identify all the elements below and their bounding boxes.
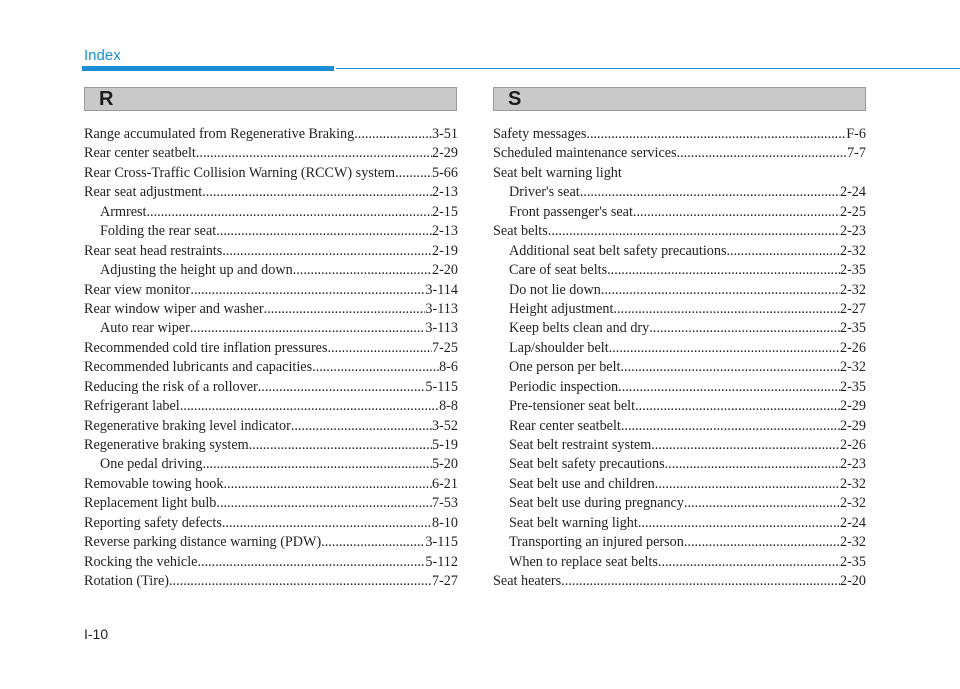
index-entry bbox=[493, 319, 866, 338]
index-entry bbox=[84, 261, 458, 280]
index-entry-leader bbox=[638, 514, 840, 533]
index-entry bbox=[84, 281, 458, 300]
index-entry-term: Replacement light bulb bbox=[84, 495, 217, 512]
index-entry-leader bbox=[291, 417, 432, 436]
index-entry-term: One pedal driving bbox=[100, 456, 203, 473]
index-entry bbox=[84, 553, 458, 572]
index-entry-page: 5-115 bbox=[425, 378, 458, 395]
section-letter-s: S bbox=[493, 87, 866, 111]
index-entry-page: 2-35 bbox=[839, 320, 866, 337]
index-entry-leader bbox=[586, 125, 846, 144]
index-entry bbox=[493, 339, 866, 358]
index-entry-term: Range accumulated from Regenerative Braking bbox=[84, 126, 355, 142]
index-entry-page: 3-114 bbox=[425, 281, 458, 298]
index-entry-term: Removable towing hook bbox=[84, 475, 224, 492]
index-entry-term: Armrest bbox=[100, 203, 147, 220]
index-entry bbox=[84, 242, 458, 261]
index-entry bbox=[84, 183, 458, 202]
index-entry-term: Seat belt use and children bbox=[509, 475, 655, 492]
index-entry-page: 2-27 bbox=[839, 300, 866, 317]
index-entry-page: 2-32 bbox=[839, 242, 866, 259]
index-entry bbox=[493, 514, 866, 533]
index-entry-page: 2-24 bbox=[839, 514, 866, 531]
index-entry bbox=[84, 417, 458, 436]
index-entry-term: Rotation (Tire) bbox=[84, 573, 169, 590]
index-entry-page: 2-25 bbox=[839, 203, 866, 220]
index-entry-page: 7-27 bbox=[431, 573, 458, 590]
index-entry bbox=[84, 533, 458, 552]
index-entry bbox=[84, 319, 458, 338]
index-entry-page: 2-23 bbox=[839, 456, 866, 473]
index-entry bbox=[493, 125, 866, 144]
index-column-s bbox=[493, 125, 866, 592]
index-entry-term: Rear view monitor bbox=[84, 281, 191, 298]
index-entry-leader bbox=[312, 358, 439, 377]
index-entry bbox=[84, 203, 458, 222]
index-header-title: Index bbox=[84, 47, 121, 64]
index-entry-page: 3-51 bbox=[431, 126, 458, 142]
index-entry-leader bbox=[216, 222, 432, 241]
index-entry-page: 2-32 bbox=[839, 475, 866, 492]
index-entry bbox=[493, 358, 866, 377]
index-entry bbox=[493, 475, 866, 494]
index-entry-leader bbox=[196, 144, 432, 163]
index-entry-page: 2-32 bbox=[839, 359, 866, 376]
index-entry-leader bbox=[321, 533, 425, 552]
index-entry-term: Height adjustment bbox=[509, 300, 614, 317]
index-entry-term: Seat belt safety precautions bbox=[509, 456, 665, 473]
index-entry-leader bbox=[224, 475, 432, 494]
index-entry-page: 7-25 bbox=[431, 339, 458, 356]
index-entry-leader bbox=[655, 475, 840, 494]
index-entry-leader bbox=[607, 261, 840, 280]
index-entry bbox=[493, 183, 866, 202]
index-entry-term: Seat belt use during pregnancy bbox=[509, 495, 684, 512]
index-entry-leader bbox=[677, 144, 848, 163]
index-entry-term: Reverse parking distance warning (PDW) bbox=[84, 534, 322, 551]
index-entry bbox=[493, 436, 866, 455]
index-entry-term: Care of seat belts bbox=[509, 262, 608, 279]
index-entry-leader bbox=[327, 339, 432, 358]
index-entry-leader bbox=[601, 281, 840, 300]
index-entry-page: 5-66 bbox=[431, 164, 458, 181]
index-entry bbox=[493, 455, 866, 474]
index-entry-term: Seat belt warning light bbox=[493, 164, 622, 181]
index-entry bbox=[493, 378, 866, 397]
index-entry bbox=[84, 339, 458, 358]
index-entry bbox=[493, 553, 866, 572]
index-entry-leader bbox=[264, 300, 426, 319]
index-entry-page: 2-35 bbox=[839, 262, 866, 279]
index-entry-leader bbox=[649, 319, 840, 338]
index-entry-term: Transporting an injured person bbox=[509, 534, 684, 551]
index-entry bbox=[84, 144, 458, 163]
index-entry bbox=[84, 397, 458, 416]
index-entry-page: 8-6 bbox=[439, 359, 458, 376]
index-entry-leader bbox=[613, 300, 840, 319]
index-entry-term: Folding the rear seat bbox=[100, 223, 217, 240]
index-entry-term: Regenerative braking system bbox=[84, 437, 249, 453]
index-entry-page: 3-115 bbox=[425, 534, 458, 551]
index-entry bbox=[493, 572, 866, 591]
index-entry-term: Pre-tensioner seat belt bbox=[509, 398, 636, 415]
index-entry-term: Reporting safety defects bbox=[84, 514, 222, 531]
index-entry-page: 8-8 bbox=[439, 398, 458, 415]
index-entry-term: Rear center seatbelt bbox=[509, 417, 621, 434]
index-entry-page: 2-32 bbox=[839, 534, 866, 551]
index-entry-term: Refrigerant label bbox=[84, 398, 180, 415]
index-entry-page: 7-7 bbox=[847, 145, 866, 162]
index-entry-page: 2-35 bbox=[839, 378, 866, 395]
index-entry-leader bbox=[190, 319, 426, 338]
index-entry-page: 2-29 bbox=[431, 145, 458, 162]
index-entry bbox=[493, 144, 866, 163]
index-entry-leader bbox=[197, 553, 425, 572]
index-entry-leader bbox=[621, 358, 840, 377]
index-entry bbox=[84, 164, 458, 183]
index-entry-leader bbox=[548, 222, 840, 241]
index-entry-leader bbox=[684, 533, 840, 552]
index-entry-leader bbox=[726, 242, 840, 261]
index-entry-page: 2-32 bbox=[839, 495, 866, 512]
index-entry bbox=[493, 417, 866, 436]
index-entry-term: Periodic inspection bbox=[509, 378, 619, 395]
index-entry-page: 2-32 bbox=[839, 281, 866, 298]
index-entry-term: Rocking the vehicle bbox=[84, 553, 198, 570]
index-column-r bbox=[84, 125, 458, 592]
header-rule-thin bbox=[336, 68, 960, 69]
index-entry bbox=[493, 397, 866, 416]
index-entry-page: 2-26 bbox=[839, 339, 866, 356]
index-entry-page: 2-29 bbox=[839, 398, 866, 415]
index-entry-term: Seat belt warning light bbox=[509, 514, 638, 531]
index-entry bbox=[84, 455, 458, 474]
index-entry-page: 2-23 bbox=[839, 223, 866, 240]
index-entry-term: Keep belts clean and dry bbox=[509, 320, 650, 337]
index-entry bbox=[493, 222, 866, 241]
index-entry-leader bbox=[580, 183, 840, 202]
index-entry-leader bbox=[202, 455, 432, 474]
index-entry-leader bbox=[609, 339, 840, 358]
section-letter-r: R bbox=[84, 87, 457, 111]
index-entry bbox=[84, 358, 458, 377]
index-entry bbox=[493, 494, 866, 513]
index-entry-leader bbox=[258, 378, 426, 397]
index-entry-term: Auto rear wiper bbox=[100, 320, 190, 337]
index-entry-leader bbox=[222, 242, 432, 261]
index-entry-page: 6-21 bbox=[431, 475, 458, 492]
index-entry-leader bbox=[147, 203, 432, 222]
index-entry-term: Seat belts bbox=[493, 223, 548, 240]
index-entry-page: 5-19 bbox=[431, 437, 458, 453]
index-entry-page: 2-20 bbox=[839, 573, 866, 590]
index-entry-leader bbox=[293, 261, 432, 280]
index-entry-term: Adjusting the height up and down bbox=[100, 262, 293, 279]
index-entry bbox=[84, 300, 458, 319]
index-entry-leader bbox=[684, 494, 840, 513]
index-entry-page: 3-113 bbox=[425, 300, 458, 317]
index-entry-term: Additional seat belt safety precautions bbox=[509, 242, 727, 259]
index-entry-term: Rear seat adjustment bbox=[84, 184, 203, 201]
index-entry bbox=[493, 533, 866, 552]
index-entry-leader bbox=[621, 417, 840, 436]
index-entry-page: 2-13 bbox=[431, 184, 458, 201]
index-entry-page: 2-15 bbox=[431, 203, 458, 220]
index-entry bbox=[84, 514, 458, 533]
index-entry-term: Front passenger's seat bbox=[509, 203, 633, 220]
index-entry-term: Do not lie down bbox=[509, 281, 601, 298]
page-number: I-10 bbox=[84, 626, 109, 642]
index-entry-term: Rear window wiper and washer bbox=[84, 300, 264, 317]
index-entry-term: Rear center seatbelt bbox=[84, 145, 196, 162]
index-entry-leader bbox=[202, 183, 432, 202]
index-entry-leader bbox=[651, 436, 840, 455]
index-entry bbox=[84, 475, 458, 494]
index-entry-leader bbox=[633, 203, 840, 222]
index-entry-leader bbox=[180, 397, 439, 416]
index-entry-page: 7-53 bbox=[431, 495, 458, 512]
index-entry bbox=[493, 300, 866, 319]
index-entry-page: 8-10 bbox=[431, 514, 458, 531]
index-entry-term: Scheduled maintenance services bbox=[493, 145, 677, 162]
index-entry-page: 5-20 bbox=[431, 456, 458, 473]
index-entry-term: When to replace seat belts bbox=[509, 553, 658, 570]
index-entry-leader bbox=[395, 164, 432, 183]
index-entry-page: 2-26 bbox=[839, 437, 866, 453]
index-entry-leader bbox=[222, 514, 432, 533]
index-entry bbox=[84, 125, 458, 144]
index-entry-term: Regenerative braking level indicator bbox=[84, 417, 291, 434]
index-entry-leader bbox=[561, 572, 840, 591]
index-entry-term: Seat heaters bbox=[493, 573, 562, 590]
index-entry bbox=[84, 494, 458, 513]
index-entry-leader bbox=[169, 572, 432, 591]
index-entry-page: 2-13 bbox=[431, 223, 458, 240]
index-entry bbox=[493, 203, 866, 222]
index-entry-term: Recommended cold tire inflation pressures bbox=[84, 339, 328, 356]
index-entry-leader bbox=[635, 397, 840, 416]
index-entry-page: 5-112 bbox=[425, 553, 458, 570]
index-entry-page: 2-20 bbox=[431, 262, 458, 279]
index-entry bbox=[84, 222, 458, 241]
index-entry-page: F-6 bbox=[846, 126, 866, 142]
index-entry bbox=[84, 378, 458, 397]
index-entry-term: Reducing the risk of a rollover bbox=[84, 378, 258, 395]
index-entry-leader bbox=[216, 494, 432, 513]
index-entry-page: 2-24 bbox=[839, 184, 866, 201]
header-rule-thick bbox=[82, 66, 334, 71]
index-entry bbox=[493, 261, 866, 280]
index-entry-term: Recommended lubricants and capacities bbox=[84, 359, 313, 376]
index-entry-page: 3-113 bbox=[425, 320, 458, 337]
index-entry bbox=[493, 281, 866, 300]
index-entry-leader bbox=[665, 455, 840, 474]
index-entry-leader bbox=[354, 125, 432, 144]
index-entry-term: Lap/shoulder belt bbox=[509, 339, 609, 356]
index-entry bbox=[84, 436, 458, 455]
index-entry-page: 2-29 bbox=[839, 417, 866, 434]
index-entry-term: Rear seat head restraints bbox=[84, 242, 223, 259]
index-entry-term: Driver's seat bbox=[509, 184, 580, 201]
index-entry bbox=[84, 572, 458, 591]
index-entry-term: Safety messages bbox=[493, 126, 587, 142]
index-entry-leader bbox=[190, 281, 425, 300]
index-entry bbox=[493, 242, 866, 261]
index-entry-page: 2-35 bbox=[839, 553, 866, 570]
index-entry-leader bbox=[249, 436, 432, 455]
index-entry-leader bbox=[618, 378, 840, 397]
index-entry-term: One person per belt bbox=[509, 359, 621, 376]
index-entry-leader bbox=[658, 553, 840, 572]
index-entry-term: Rear Cross-Traffic Collision Warning (RCCW) system bbox=[84, 164, 396, 181]
index-entry bbox=[493, 164, 866, 183]
index-entry-page: 3-52 bbox=[431, 417, 458, 434]
index-entry-term: Seat belt restraint system bbox=[509, 437, 652, 453]
index-entry-page: 2-19 bbox=[431, 242, 458, 259]
